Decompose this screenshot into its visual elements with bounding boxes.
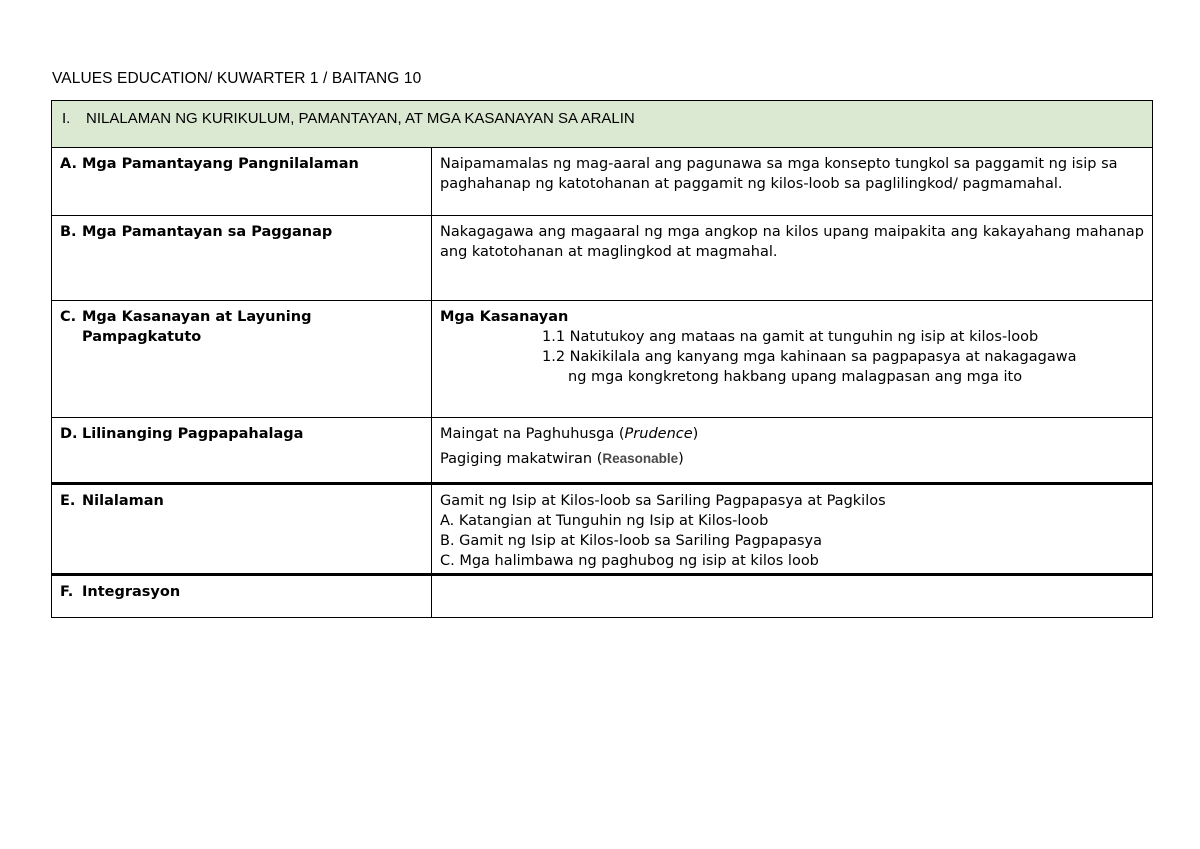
row-f-content [432, 575, 1153, 618]
row-c-number: C. [60, 309, 77, 325]
row-c-content [432, 301, 1153, 418]
row-d-value-1-term: Prudence [624, 426, 693, 442]
row-c-label-line2: Pampagkatuto [82, 329, 202, 345]
row-f-label [52, 575, 432, 618]
row-d-value-1-text: Maingat na Paghuhusga ( [440, 426, 625, 442]
section-header [52, 101, 1153, 148]
row-d-value-1 [440, 424, 1144, 444]
row-b-number: B. [60, 224, 77, 240]
table-row-f [52, 575, 1153, 618]
table-row-a [52, 148, 1153, 216]
row-e-line-1: Gamit ng Isip at Kilos-loob sa Sariling Pagpapasya at Pagkilos [440, 493, 886, 509]
row-d-value-2-text: Pagiging makatwiran ( [440, 451, 603, 467]
row-e-content [432, 484, 1153, 575]
table-row-d [52, 418, 1153, 484]
row-a-content: Naipamamalas ng mag-aaral ang pagunawa sa mga konsepto tungkol sa paggamit ng isip sa paghahanap ng katotohanan at paggamit ng kilos-loob sa paglilingkod/ pagmamahal. [432, 148, 1153, 216]
row-f-label-text: Integrasyon [82, 584, 181, 600]
row-e-number: E. [60, 493, 76, 509]
row-c-item-2-line1: 1.2 Nakikilala ang kanyang mga kahinaan sa pagpapasya at nakagagawa [542, 349, 1077, 365]
row-d-label [52, 418, 432, 484]
row-a-label-text: Mga Pamantayang Pangnilalaman [82, 156, 359, 172]
section-number: I. [62, 110, 71, 127]
row-c-item-2-line2: ng mga kongkretong hakbang upang malagpasan ang mga ito [568, 369, 1023, 385]
row-d-label-text: Lilinanging Pagpapahalaga [82, 426, 304, 442]
row-b-label [52, 216, 432, 301]
row-c-heading: Mga Kasanayan [440, 309, 569, 325]
table-row-e [52, 484, 1153, 575]
row-d-value-2-term: Reasonable [602, 451, 679, 466]
row-e-label-text: Nilalaman [82, 493, 164, 509]
row-e-line-3: B. Gamit ng Isip at Kilos-loob sa Sariling Pagpapasya [440, 533, 822, 549]
row-c-label-line1: Mga Kasanayan at Layuning [82, 309, 312, 325]
section-title: NILALAMAN NG KURIKULUM, PAMANTAYAN, AT MGA KASANAYAN SA ARALIN [86, 110, 635, 127]
curriculum-table [51, 100, 1153, 618]
row-d-number: D. [60, 426, 78, 442]
row-e-label [52, 484, 432, 575]
row-e-line-4: C. Mga halimbawa ng paghubog ng isip at kilos loob [440, 553, 819, 569]
row-c-label [52, 301, 432, 418]
row-d-value-1-close: ) [692, 426, 699, 442]
table-row-c [52, 301, 1153, 418]
row-a-label [52, 148, 432, 216]
section-header-row [52, 101, 1153, 148]
row-f-number: F. [60, 584, 74, 600]
row-b-content: Nakagagawa ang magaaral ng mga angkop na kilos upang maipakita ang kakayahang mahanap ang katotohanan at maglingkod at magmahal. [432, 216, 1153, 301]
row-d-value-2-close: ) [678, 451, 684, 467]
row-e-line-2: A. Katangian at Tunguhin ng Isip at Kilos-loob [440, 513, 769, 529]
document-title: VALUES EDUCATION/ KUWARTER 1 / BAITANG 10 [52, 70, 422, 87]
table-row-b [52, 216, 1153, 301]
row-d-content [432, 418, 1153, 484]
row-d-value-2 [440, 449, 1144, 469]
row-c-item-1: 1.1 Natutukoy ang mataas na gamit at tunguhin ng isip at kilos-loob [542, 329, 1039, 345]
row-b-label-text: Mga Pamantayan sa Pagganap [82, 224, 333, 240]
row-a-number: A. [60, 156, 77, 172]
